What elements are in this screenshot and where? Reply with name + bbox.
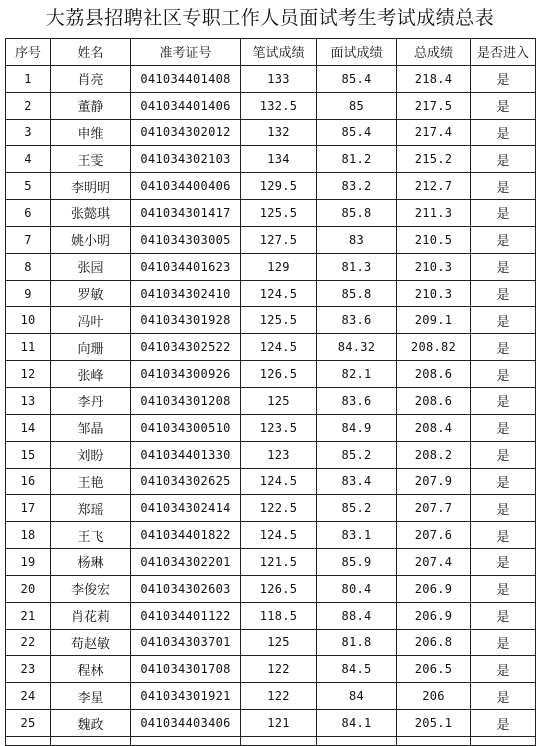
- pass-status: 是: [471, 522, 536, 549]
- pass-status: 是: [471, 280, 536, 307]
- pass-status: 是: [471, 146, 536, 173]
- table-row: [6, 119, 536, 146]
- table-row: [6, 522, 536, 549]
- total-score: 207.6: [397, 522, 471, 549]
- pass-status: 是: [471, 710, 536, 737]
- row-number: 18: [6, 522, 51, 549]
- exam-id: 041034302414: [131, 495, 241, 522]
- pass-status: 是: [471, 575, 536, 602]
- written-score: 123: [241, 441, 317, 468]
- total-score: 206.5: [397, 656, 471, 683]
- column-header-interview: 面试成绩: [317, 39, 397, 66]
- pass-status: 是: [471, 602, 536, 629]
- total-score: 208.4: [397, 414, 471, 441]
- written-score: 123.5: [241, 414, 317, 441]
- table-row: [6, 575, 536, 602]
- exam-id: 041034401406: [131, 92, 241, 119]
- empty-cell: [471, 736, 536, 745]
- empty-cell: [397, 736, 471, 745]
- pass-status: 是: [471, 441, 536, 468]
- row-number: 17: [6, 495, 51, 522]
- exam-id: 041034303005: [131, 226, 241, 253]
- interview-score: 83.2: [317, 173, 397, 200]
- interview-score: 84.9: [317, 414, 397, 441]
- pass-status: 是: [471, 200, 536, 227]
- header-row: [6, 39, 536, 66]
- interview-score: 83.4: [317, 468, 397, 495]
- table-row: [6, 549, 536, 576]
- total-score: 206.9: [397, 575, 471, 602]
- table-row: [6, 334, 536, 361]
- exam-id: 041034401623: [131, 253, 241, 280]
- total-score: 218.4: [397, 65, 471, 92]
- candidate-name: 郑瑶: [51, 495, 131, 522]
- interview-score: 85.2: [317, 495, 397, 522]
- candidate-name: 王雯: [51, 146, 131, 173]
- row-number: 19: [6, 549, 51, 576]
- table-row: [6, 710, 536, 737]
- pass-status: 是: [471, 683, 536, 710]
- total-score: 207.9: [397, 468, 471, 495]
- row-number: 15: [6, 441, 51, 468]
- written-score: 124.5: [241, 334, 317, 361]
- empty-cell: [317, 736, 397, 745]
- total-score: 206: [397, 683, 471, 710]
- pass-status: 是: [471, 307, 536, 334]
- candidate-name: 杨琳: [51, 549, 131, 576]
- total-score: 217.4: [397, 119, 471, 146]
- written-score: 126.5: [241, 575, 317, 602]
- row-number: 25: [6, 710, 51, 737]
- row-number: 21: [6, 602, 51, 629]
- interview-score: 85.2: [317, 441, 397, 468]
- row-number: 6: [6, 200, 51, 227]
- interview-score: 85.8: [317, 200, 397, 227]
- total-score: 210.3: [397, 253, 471, 280]
- pass-status: 是: [471, 253, 536, 280]
- interview-score: 83.6: [317, 307, 397, 334]
- row-number: 1: [6, 65, 51, 92]
- candidate-name: 魏政: [51, 710, 131, 737]
- written-score: 126.5: [241, 361, 317, 388]
- candidate-name: 王艳: [51, 468, 131, 495]
- pass-status: 是: [471, 361, 536, 388]
- candidate-name: 董静: [51, 92, 131, 119]
- interview-score: 84.32: [317, 334, 397, 361]
- column-header-id: 准考证号: [131, 39, 241, 66]
- candidate-name: 李俊宏: [51, 575, 131, 602]
- written-score: 124.5: [241, 468, 317, 495]
- candidate-name: 李星: [51, 683, 131, 710]
- interview-score: 85: [317, 92, 397, 119]
- empty-cell: [131, 736, 241, 745]
- written-score: 132: [241, 119, 317, 146]
- row-number: 3: [6, 119, 51, 146]
- row-number: 5: [6, 173, 51, 200]
- interview-score: 81.3: [317, 253, 397, 280]
- pass-status: 是: [471, 414, 536, 441]
- table-row: [6, 629, 536, 656]
- pass-status: 是: [471, 387, 536, 414]
- empty-cell: [6, 736, 51, 745]
- table-row: [6, 495, 536, 522]
- table-row-cutoff: [6, 736, 536, 745]
- exam-id: 041034302603: [131, 575, 241, 602]
- row-number: 4: [6, 146, 51, 173]
- written-score: 134: [241, 146, 317, 173]
- total-score: 210.3: [397, 280, 471, 307]
- interview-score: 80.4: [317, 575, 397, 602]
- candidate-name: 李丹: [51, 387, 131, 414]
- row-number: 9: [6, 280, 51, 307]
- row-number: 14: [6, 414, 51, 441]
- total-score: 208.82: [397, 334, 471, 361]
- table-row: [6, 387, 536, 414]
- exam-id: 041034302201: [131, 549, 241, 576]
- row-number: 22: [6, 629, 51, 656]
- exam-id: 041034303701: [131, 629, 241, 656]
- candidate-name: 苟赵敏: [51, 629, 131, 656]
- interview-score: 83.1: [317, 522, 397, 549]
- written-score: 127.5: [241, 226, 317, 253]
- total-score: 208.6: [397, 387, 471, 414]
- exam-id: 041034301208: [131, 387, 241, 414]
- written-score: 125: [241, 629, 317, 656]
- exam-id: 041034301921: [131, 683, 241, 710]
- pass-status: 是: [471, 92, 536, 119]
- table-row: [6, 253, 536, 280]
- total-score: 211.3: [397, 200, 471, 227]
- table-row: [6, 226, 536, 253]
- table-row: [6, 602, 536, 629]
- pass-status: 是: [471, 334, 536, 361]
- written-score: 132.5: [241, 92, 317, 119]
- exam-id: 041034302103: [131, 146, 241, 173]
- interview-score: 82.1: [317, 361, 397, 388]
- written-score: 129: [241, 253, 317, 280]
- written-score: 122.5: [241, 495, 317, 522]
- written-score: 133: [241, 65, 317, 92]
- pass-status: 是: [471, 173, 536, 200]
- total-score: 212.7: [397, 173, 471, 200]
- pass-status: 是: [471, 226, 536, 253]
- row-number: 10: [6, 307, 51, 334]
- column-header-written: 笔试成绩: [241, 39, 317, 66]
- interview-score: 84: [317, 683, 397, 710]
- interview-score: 85.4: [317, 65, 397, 92]
- written-score: 125.5: [241, 307, 317, 334]
- pass-status: 是: [471, 468, 536, 495]
- row-number: 8: [6, 253, 51, 280]
- table-row: [6, 200, 536, 227]
- table-row: [6, 414, 536, 441]
- total-score: 207.7: [397, 495, 471, 522]
- row-number: 24: [6, 683, 51, 710]
- row-number: 12: [6, 361, 51, 388]
- written-score: 124.5: [241, 280, 317, 307]
- total-score: 206.9: [397, 602, 471, 629]
- candidate-name: 程林: [51, 656, 131, 683]
- exam-id: 041034302522: [131, 334, 241, 361]
- exam-id: 041034401330: [131, 441, 241, 468]
- interview-score: 81.2: [317, 146, 397, 173]
- candidate-name: 张懿琪: [51, 200, 131, 227]
- total-score: 205.1: [397, 710, 471, 737]
- written-score: 121.5: [241, 549, 317, 576]
- empty-cell: [241, 736, 317, 745]
- row-number: 2: [6, 92, 51, 119]
- total-score: 208.2: [397, 441, 471, 468]
- pass-status: 是: [471, 549, 536, 576]
- exam-id: 041034302625: [131, 468, 241, 495]
- total-score: 210.5: [397, 226, 471, 253]
- exam-id: 041034300510: [131, 414, 241, 441]
- candidate-name: 姚小明: [51, 226, 131, 253]
- table-row: [6, 468, 536, 495]
- candidate-name: 张峰: [51, 361, 131, 388]
- candidate-name: 刘盼: [51, 441, 131, 468]
- candidate-name: 肖亮: [51, 65, 131, 92]
- table-row: [6, 441, 536, 468]
- row-number: 7: [6, 226, 51, 253]
- candidate-name: 向珊: [51, 334, 131, 361]
- exam-id: 041034400406: [131, 173, 241, 200]
- score-table: [5, 38, 536, 746]
- row-number: 20: [6, 575, 51, 602]
- interview-score: 81.8: [317, 629, 397, 656]
- interview-score: 88.4: [317, 602, 397, 629]
- candidate-name: 肖花莉: [51, 602, 131, 629]
- row-number: 16: [6, 468, 51, 495]
- candidate-name: 申维: [51, 119, 131, 146]
- written-score: 125.5: [241, 200, 317, 227]
- candidate-name: 罗敏: [51, 280, 131, 307]
- total-score: 207.4: [397, 549, 471, 576]
- pass-status: 是: [471, 656, 536, 683]
- pass-status: 是: [471, 629, 536, 656]
- written-score: 118.5: [241, 602, 317, 629]
- written-score: 129.5: [241, 173, 317, 200]
- exam-id: 041034401408: [131, 65, 241, 92]
- written-score: 122: [241, 683, 317, 710]
- column-header-total: 总成绩: [397, 39, 471, 66]
- page-title: 大荔县招聘社区专职工作人员面试考生考试成绩总表: [45, 7, 495, 29]
- exam-id: 041034401822: [131, 522, 241, 549]
- column-header-name: 姓名: [51, 39, 131, 66]
- written-score: 121: [241, 710, 317, 737]
- candidate-name: 李明明: [51, 173, 131, 200]
- table-body: [6, 65, 536, 745]
- table-row: [6, 307, 536, 334]
- table-row: [6, 361, 536, 388]
- exam-id: 041034301417: [131, 200, 241, 227]
- interview-score: 85.8: [317, 280, 397, 307]
- interview-score: 84.5: [317, 656, 397, 683]
- column-header-no: 序号: [6, 39, 51, 66]
- interview-score: 83: [317, 226, 397, 253]
- pass-status: 是: [471, 65, 536, 92]
- written-score: 125: [241, 387, 317, 414]
- written-score: 124.5: [241, 522, 317, 549]
- candidate-name: 邹晶: [51, 414, 131, 441]
- exam-id: 041034403406: [131, 710, 241, 737]
- pass-status: 是: [471, 119, 536, 146]
- table-row: [6, 683, 536, 710]
- exam-id: 041034401122: [131, 602, 241, 629]
- row-number: 13: [6, 387, 51, 414]
- table-row: [6, 92, 536, 119]
- interview-score: 83.6: [317, 387, 397, 414]
- interview-score: 85.9: [317, 549, 397, 576]
- row-number: 11: [6, 334, 51, 361]
- exam-id: 041034301928: [131, 307, 241, 334]
- total-score: 208.6: [397, 361, 471, 388]
- empty-cell: [51, 736, 131, 745]
- column-header-pass: 是否进入: [471, 39, 536, 66]
- pass-status: 是: [471, 495, 536, 522]
- table-row: [6, 280, 536, 307]
- interview-score: 85.4: [317, 119, 397, 146]
- exam-id: 041034302410: [131, 280, 241, 307]
- written-score: 122: [241, 656, 317, 683]
- table-row: [6, 656, 536, 683]
- exam-id: 041034301708: [131, 656, 241, 683]
- interview-score: 84.1: [317, 710, 397, 737]
- candidate-name: 张园: [51, 253, 131, 280]
- total-score: 209.1: [397, 307, 471, 334]
- total-score: 215.2: [397, 146, 471, 173]
- table-row: [6, 65, 536, 92]
- candidate-name: 冯叶: [51, 307, 131, 334]
- exam-id: 041034300926: [131, 361, 241, 388]
- total-score: 206.8: [397, 629, 471, 656]
- exam-id: 041034302012: [131, 119, 241, 146]
- table-row: [6, 146, 536, 173]
- table-row: [6, 173, 536, 200]
- row-number: 23: [6, 656, 51, 683]
- candidate-name: 王飞: [51, 522, 131, 549]
- total-score: 217.5: [397, 92, 471, 119]
